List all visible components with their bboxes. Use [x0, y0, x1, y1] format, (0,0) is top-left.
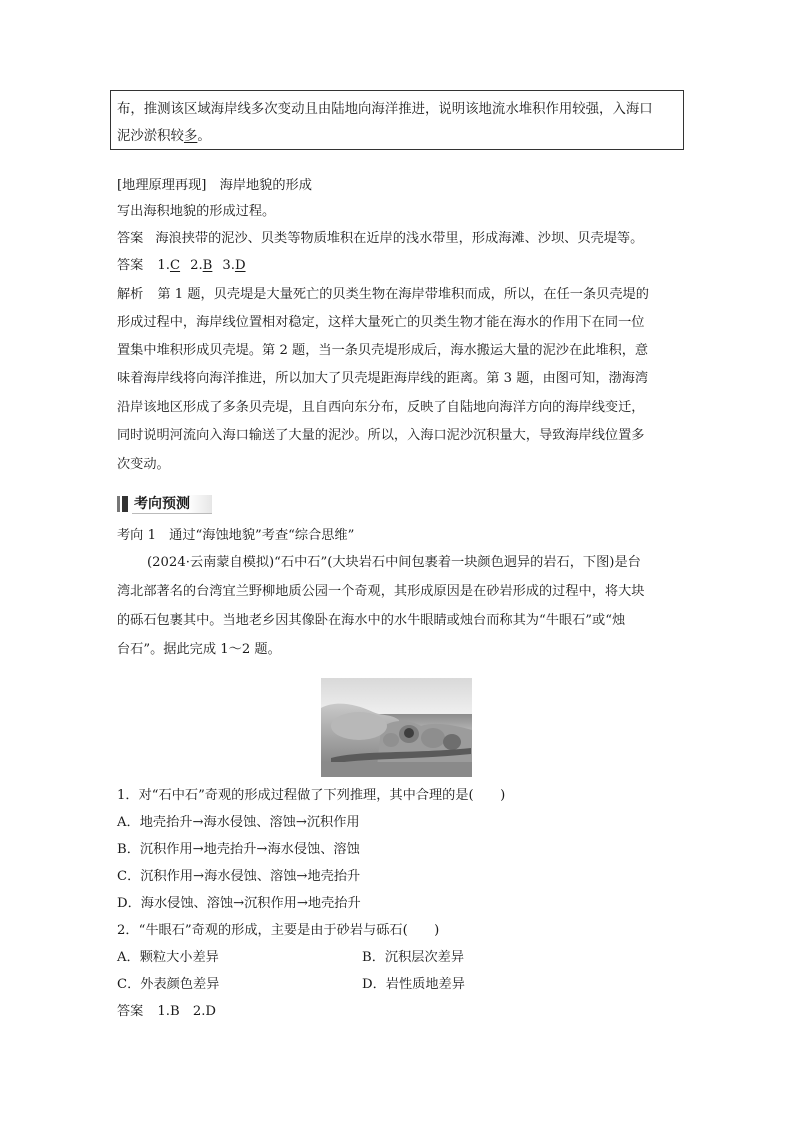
answer-3: D [234, 258, 246, 273]
q2-option-d: D．岩性质地差异 [362, 977, 465, 992]
intro-line-1: (2024·云南蒙自模拟)“石中石”(大块岩石中间包裹着一块颜色迥异的岩石，下图)是台 [147, 555, 641, 570]
answer-1: C [169, 258, 181, 273]
analysis-line-3: 置集中堆积形成贝壳堤。第 2 题，当一条贝壳堤形成后，海水搬运大量的泥沙在此堆积，意 [117, 343, 649, 358]
boxed-line-2 [117, 125, 211, 144]
answer-label: 答案 [117, 1004, 144, 1019]
topic-line: 考向 1 通过“海蚀地貌”考查“综合思维” [117, 528, 355, 543]
q2-stem: 2．“牛眼石”奇观的形成，主要是由于砂岩与砾石( ) [117, 923, 440, 938]
q1-stem: 1．对“石中石”奇观的形成过程做了下列推理，其中合理的是( ) [117, 788, 506, 803]
answer-label: 答案 [117, 258, 144, 273]
analysis-line-1 [117, 286, 649, 304]
q1-option-b: B．沉积作用→地壳抬升→海水侵蚀、溶蚀 [117, 842, 360, 857]
answer-2: B [202, 258, 213, 273]
section-marker-icon [117, 496, 120, 512]
answers-2-text: 1.B 2.D [157, 1004, 216, 1019]
analysis-text: 第 1 题，贝壳堤是大量死亡的贝类生物在海岸带堆积而成，所以，在任一条贝壳堤的 [157, 287, 649, 302]
q2-option-b: B．沉积层次差异 [362, 950, 465, 965]
section-title: 考向预测 [132, 495, 212, 514]
boxed-line-2-text: 泥沙淤积较 [117, 129, 184, 144]
intro-line-4: 台石”。据此完成 1～2 题。 [117, 642, 281, 657]
rock-photo-image [321, 678, 472, 777]
principle-prompt: 写出海积地貌的形成过程。 [117, 204, 276, 219]
principle-heading: [地理原理再现] 海岸地貌的形成 [117, 178, 312, 193]
analysis-line-2: 形成过程中，海岸线位置相对稳定，这样大量死亡的贝类生物才能在海水的作用下在同一位 [117, 315, 645, 330]
answer-num-1: 1. [157, 258, 170, 273]
q1-option-a: A．地壳抬升→海水侵蚀、溶蚀→沉积作用 [117, 815, 360, 830]
analysis-line-5: 沿岸该地区形成了多条贝壳堤，且自西向东分布，反映了自陆地向海洋方向的海岸线变迁， [117, 400, 645, 415]
q1-option-c: C．沉积作用→海水侵蚀、溶蚀→地壳抬升 [117, 869, 361, 884]
section-marker-icon-2 [122, 496, 128, 512]
q1-option-d: D．海水侵蚀、溶蚀→沉积作用→地壳抬升 [117, 896, 361, 911]
analysis-line-7: 次变动。 [117, 457, 170, 472]
q2-option-c: C．外表颜色差异 [117, 977, 220, 992]
analysis-line-6: 同时说明河流向入海口输送了大量的泥沙。所以，入海口泥沙沉积量大，导致海岸线位置多 [117, 428, 645, 443]
answer-label: 答案 [117, 231, 144, 246]
section-header [117, 494, 212, 514]
rock-photo [321, 678, 472, 777]
principle-answer [117, 230, 643, 248]
analysis-line-4: 味着海岸线将向海洋推进，所以加大了贝壳堤距海岸线的距离。第 3 题，由图可知，渤海湾 [117, 371, 649, 386]
intro-line-3: 的砾石包裹其中。当地老乡因其像卧在海水中的水牛眼睛或烛台而称其为“牛眼石”或“烛 [117, 613, 626, 628]
q2-option-a: A．颗粒大小差异 [117, 950, 219, 965]
principle-answer-text: 海浪挟带的泥沙、贝类等物质堆积在近岸的浅水带里，形成海滩、沙坝、贝壳堤等。 [155, 231, 644, 246]
answer-num-3: 3. [222, 258, 235, 273]
intro-line-2: 湾北部著名的台湾宜兰野柳地质公园一个奇观，其形成原因是在砂岩形成的过程中，将大块 [117, 584, 645, 599]
boxed-line-2-end: 。 [197, 129, 211, 144]
answer-num-2: 2. [190, 258, 203, 273]
answers-row-2 [117, 1003, 216, 1021]
analysis-label: 解析 [117, 287, 144, 302]
boxed-line-1: 布，推测该区域海岸线多次变动且由陆地向海洋推进，说明该地流水堆积作用较强，入海口 [117, 102, 653, 117]
boxed-note [110, 90, 684, 150]
boxed-line-2-underlined: 多 [183, 129, 198, 144]
answers-row [117, 257, 246, 275]
